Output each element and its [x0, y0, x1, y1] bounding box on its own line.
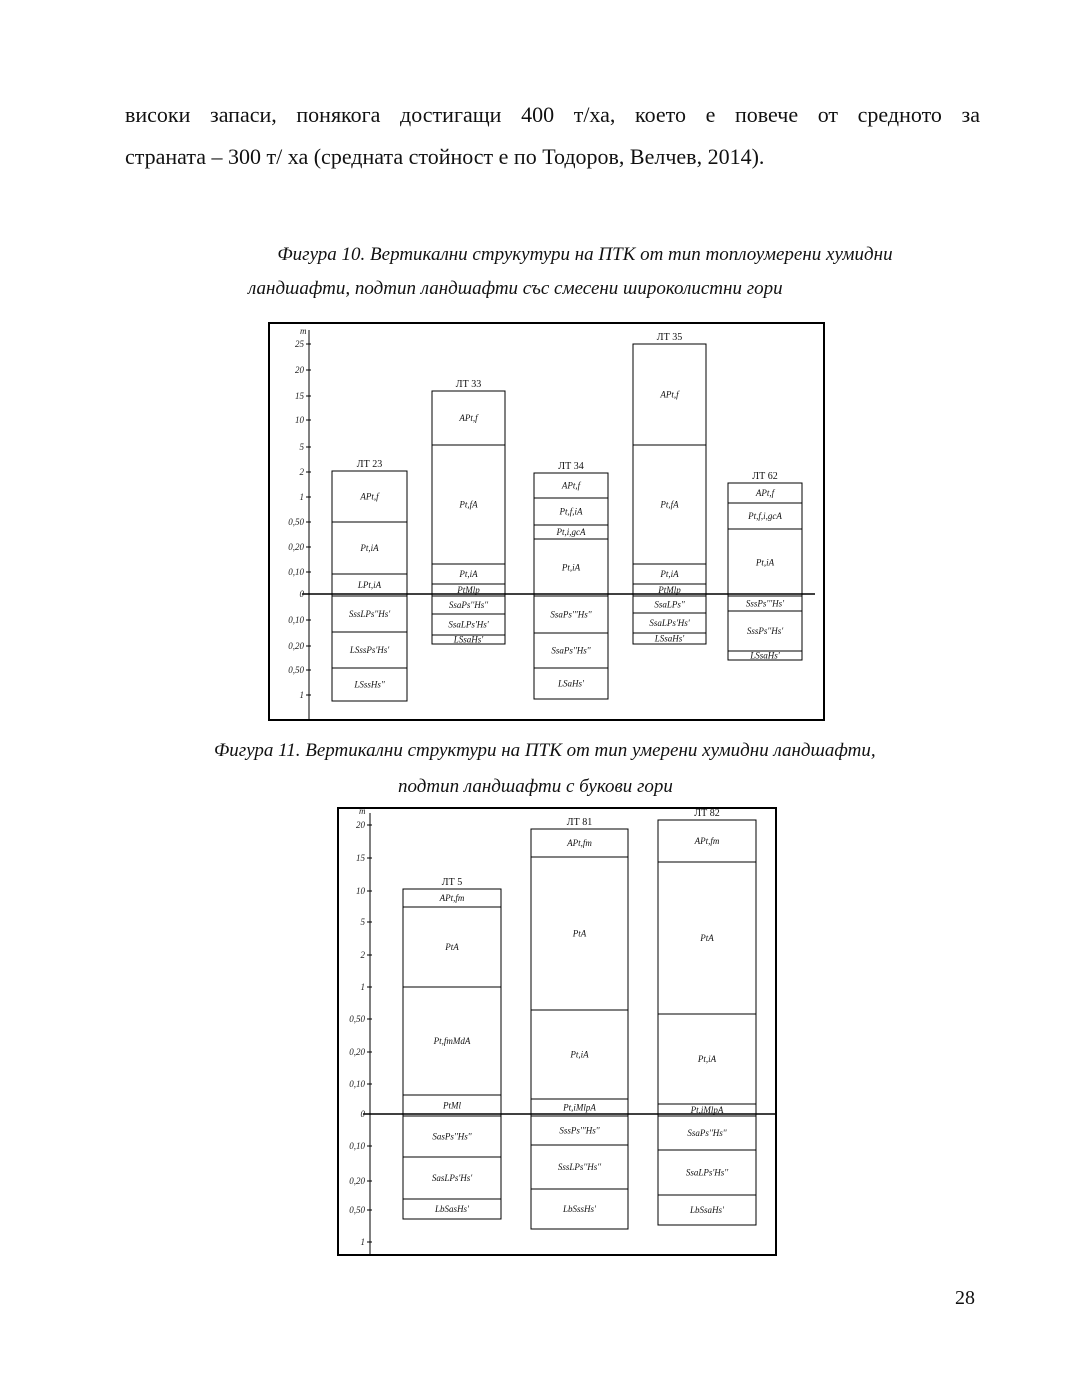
figure10-layer-label: SssPs''Hs'	[746, 626, 784, 636]
figure10-layer-label: SsaPs'''Hs''	[550, 609, 592, 620]
figure11-tick-label: 2	[360, 950, 365, 960]
figure10-tick-label: 5	[299, 442, 304, 452]
page-number: 28	[955, 1287, 975, 1309]
figure10-column-label: ЛТ 33	[455, 379, 482, 390]
figure11-column-box	[403, 889, 501, 1219]
figure11-tick-label: 0	[360, 1109, 365, 1119]
figure11-tick-label: 10	[356, 886, 365, 896]
figure10-tick-label: 10	[295, 415, 304, 425]
figure11-tick-label: 0,10	[349, 1079, 365, 1089]
figure11-layer-label: PtA	[445, 942, 459, 952]
figure10-layer-label: Pt,i,gcA	[556, 527, 586, 537]
figure11-layer-label: PtMl	[443, 1100, 461, 1111]
figure10-layer-label: LSssPs'Hs'	[349, 645, 390, 655]
figure10-layer-label: Pt,iA	[755, 557, 775, 568]
figure11-layer-label: SasLPs'Hs'	[431, 1173, 473, 1183]
figure10-layer-label: SsaLPs''	[654, 599, 685, 610]
figure11-layer-label: LbSsaHs'	[690, 1205, 724, 1215]
figure10-tick-label: 0,20	[288, 641, 304, 651]
paragraph-line-1: високи запаси, понякога достигащи 400 т/ха, което е повече от средното за	[125, 102, 980, 127]
figure11-layer-label: SsaLPs'Hs''	[685, 1167, 729, 1178]
figure10-caption-line-2: ландшафти, подтип ландшафти със смесени широколистни гори	[248, 278, 783, 299]
paragraph-line-2: страната – 300 т/ ха (средната стойност е по Тодоров, Велчев, 2014).	[125, 144, 765, 169]
figure11-tick-label: 0,20	[349, 1047, 365, 1057]
figure11-column-box	[658, 820, 756, 1225]
figure10-layer-label: Pt,fA	[660, 499, 679, 510]
figure10-layer-label: Pt,f,iA	[559, 506, 583, 517]
figure11-tick-label: 0,50	[349, 1205, 365, 1215]
figure11-caption-line-2: подтип ландшафти с букови гори	[398, 776, 673, 797]
figure11-layer-label: APt,fm	[567, 838, 592, 848]
figure10-layer-label: APt,f	[755, 488, 775, 498]
figure11-layer-label: Pt,iA	[697, 1054, 717, 1064]
figure11-layer-label: Pt,iA	[570, 1049, 589, 1060]
figure11-caption	[150, 733, 1020, 805]
figure10-column-label: ЛТ 35	[656, 332, 683, 343]
figure10-layer-label: SsaLPs'Hs'	[448, 619, 489, 630]
figure11-tick-label: 15	[356, 853, 365, 863]
figure10-column-label: ЛТ 34	[558, 461, 584, 472]
figure10-layer-label: Pt,iA	[459, 569, 478, 579]
figure10-tick-label: 20	[295, 365, 304, 375]
figure10-layer-label: APt,f	[459, 413, 478, 423]
figure10-tick-label: 15	[295, 391, 304, 401]
figure10-layer-label: APt,f	[360, 491, 379, 502]
figure11-layer-label: Pt,iMlpA	[690, 1105, 724, 1115]
figure10-layer-label: SsaLPs'Hs'	[649, 618, 690, 628]
figure10-diagram	[268, 322, 825, 721]
figure10-layer-label: Pt,fA	[459, 499, 478, 510]
figure10-column-label: ЛТ 23	[356, 459, 383, 470]
figure11-tick-label: 0,10	[349, 1141, 365, 1151]
figure10-layer-label: LSaHs'	[558, 678, 584, 689]
figure10-tick-label: 25	[295, 339, 304, 349]
figure11-column-label: ЛТ 82	[694, 809, 720, 819]
figure10-layer-label: APt,f	[660, 389, 679, 400]
figure11-layer-label: Pt,iMlpA	[563, 1102, 596, 1113]
figure10-caption-line-1: Фигура 10. Вертикални струкутури на ПТК от тип топлоумерени хумидни	[277, 244, 893, 265]
figure10-axis-unit: m	[300, 326, 307, 336]
figure11-layer-label: SasPs''Hs''	[432, 1131, 472, 1142]
figure11-layer-label: LbSasHs'	[435, 1204, 469, 1214]
figure10-layer-label: LSsaHs'	[654, 633, 685, 644]
figure10-layer-label: SssPs'''Hs'	[745, 598, 785, 609]
figure11-tick-label: 0,20	[349, 1176, 365, 1186]
figure11-layer-label: APt,fm	[439, 893, 465, 903]
figure10-layer-label: PtMlp	[457, 585, 480, 595]
figure11-layer-label: PtA	[700, 933, 714, 943]
figure10-layer-label: LPt,iA	[357, 580, 382, 590]
figure10-layer-label: LSssHs''	[354, 679, 385, 690]
figure11-diagram	[337, 807, 777, 1256]
figure11-layer-label: LbSssHs'	[563, 1204, 596, 1214]
figure10-tick-label: 0,50	[288, 665, 304, 675]
figure11-tick-label: 1	[360, 982, 365, 992]
figure10-column-label: ЛТ 62	[752, 471, 778, 482]
figure11-tick-label: 20	[356, 820, 365, 830]
figure11-tick-label: 1	[360, 1237, 365, 1247]
figure10-svg	[270, 324, 823, 719]
figure10-tick-label: 1	[299, 492, 304, 502]
figure10-tick-label: 0,10	[288, 567, 304, 577]
figure11-layer-label: SssLPs''Hs''	[557, 1162, 602, 1172]
figure10-layer-label: SsaPs''Hs''	[551, 645, 591, 656]
figure11-caption-line-1: Фигура 11. Вертикални структури на ПТК от тип умерени хумидни ландшафти,	[214, 740, 876, 761]
body-paragraph	[125, 94, 980, 178]
figure10-layer-label: Pt,f,i,gcA	[748, 511, 782, 521]
figure11-axis-unit: m	[359, 809, 366, 816]
figure11-tick-label: 0,50	[349, 1014, 365, 1024]
figure10-layer-label: SssLPs''Hs'	[348, 609, 391, 619]
figure10-layer-label: LSsaHs'	[750, 650, 780, 661]
figure10-layer-label: Pt,iA	[360, 543, 379, 553]
figure10-tick-label: 0,10	[288, 615, 304, 625]
figure10-tick-label: 2	[299, 467, 304, 477]
figure11-svg	[339, 809, 775, 1254]
figure11-layer-label: APt,fm	[694, 836, 720, 846]
figure11-column-label: ЛТ 5	[441, 877, 463, 888]
figure10-tick-label: 1	[299, 690, 304, 700]
figure10-layer-label: APt,f	[561, 480, 581, 491]
figure10-caption	[150, 238, 1020, 306]
figure11-layer-label: Pt,fmMdA	[433, 1036, 471, 1046]
figure10-layer-label: Pt,iA	[561, 562, 581, 573]
figure11-tick-label: 5	[360, 917, 365, 927]
figure10-layer-label: Pt,iA	[660, 569, 679, 579]
figure10-layer-label: LSsaHs'	[453, 634, 484, 645]
figure10-layer-label: PtMlp	[658, 585, 681, 595]
figure11-layer-label: PtA	[572, 928, 587, 939]
figure10-tick-label: 0	[299, 589, 304, 599]
figure11-layer-label: SsaPs''Hs''	[687, 1128, 727, 1138]
figure10-tick-label: 0,20	[288, 542, 304, 552]
figure11-column-label: ЛТ 81	[566, 817, 593, 828]
figure10-tick-label: 0,50	[288, 517, 304, 527]
figure10-layer-label: SsaPs''Hs''	[448, 600, 489, 610]
figure11-layer-label: SssPs'''Hs''	[559, 1125, 600, 1136]
